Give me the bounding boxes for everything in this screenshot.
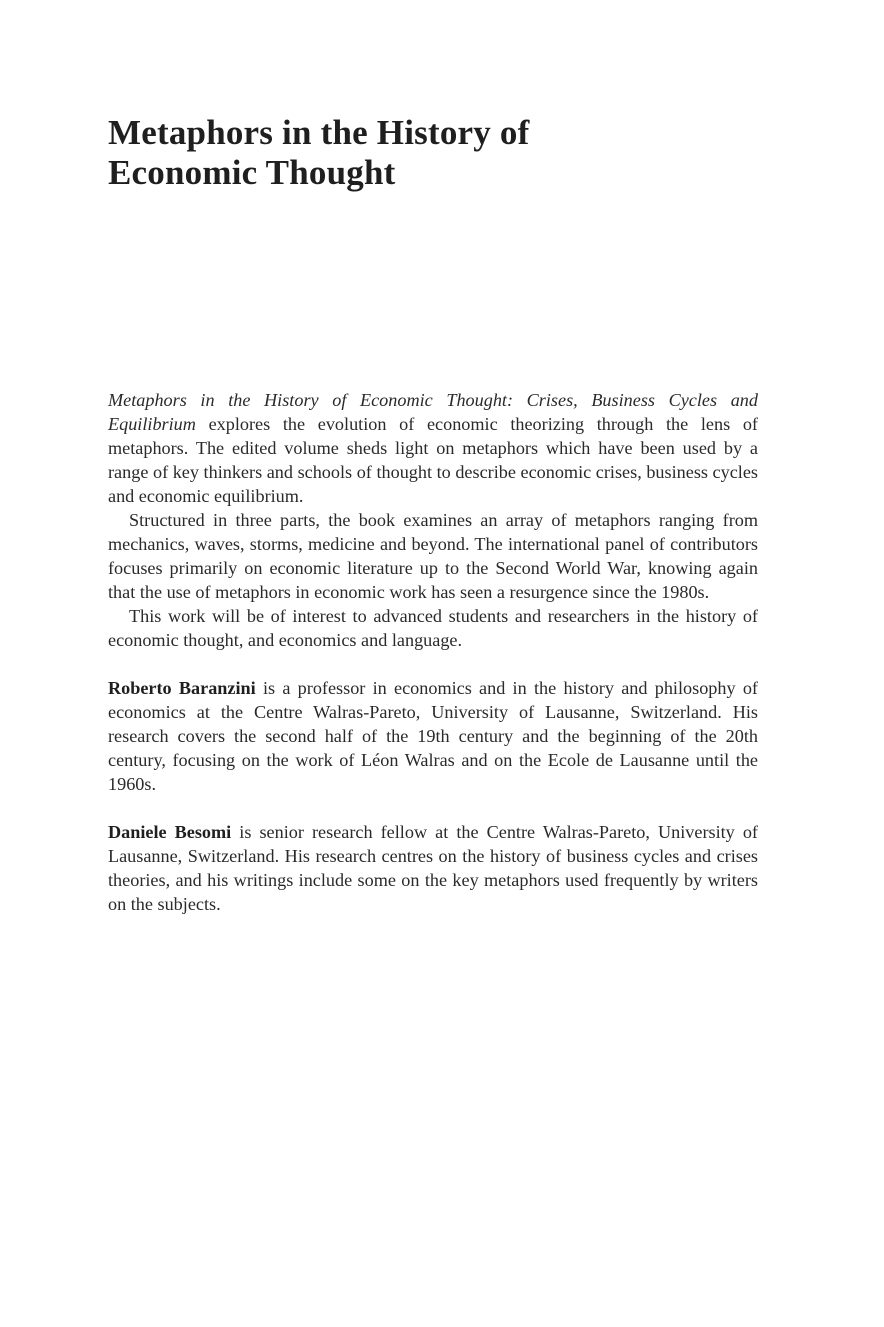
book-full-title-italic: Metaphors in the History of Economic Thought: Crises, Business Cycles and Equilibrium (108, 390, 758, 434)
book-title-line-1: Metaphors in the History of (108, 113, 530, 152)
book-description (108, 388, 758, 916)
description-paragraph-1 (108, 388, 758, 508)
description-paragraph-1-text: explores the evolution of economic theorizing through the lens of metaphors. The edited volume sheds light on metaphors which have been used by a range of key thinkers and schools of thought to describe economic crises, business cycles and economic equilibrium. (108, 414, 758, 506)
description-paragraph-2: Structured in three parts, the book examines an array of metaphors ranging from mechanics, waves, storms, medicine and beyond. The international panel of contributors focuses primarily on economic literature up to the Second World War, knowing again that the use of metaphors in economic work has seen a resurgence since the 1980s. (108, 510, 758, 602)
author-name-2: Daniele Besomi (108, 822, 232, 842)
author-bio-2 (108, 820, 758, 916)
author-bio-text-2: is senior research fellow at the Centre Walras-Pareto, University of Lausanne, Switzerland. His research centres on the history of business cycles and crises theories, and his writings include some on the key metaphors used frequently by writers on the subjects. (108, 822, 758, 914)
author-name-1: Roberto Baranzini (108, 678, 256, 698)
book-title-line-2: Economic Thought (108, 153, 396, 192)
author-bio-text-1: is a professor in economics and in the history and philosophy of economics at the Centre Walras-Pareto, University of Lausanne, Switzerland. His research covers the second half of the 19th century and the beginning of the 20th century, focusing on the work of Léon Walras and on the Ecole de Lausanne until the 1960s. (108, 678, 758, 794)
description-paragraph-3: This work will be of interest to advanced students and researchers in the history of economic thought, and economics and language. (108, 606, 758, 650)
book-title (108, 113, 758, 193)
author-bio-1 (108, 676, 758, 796)
